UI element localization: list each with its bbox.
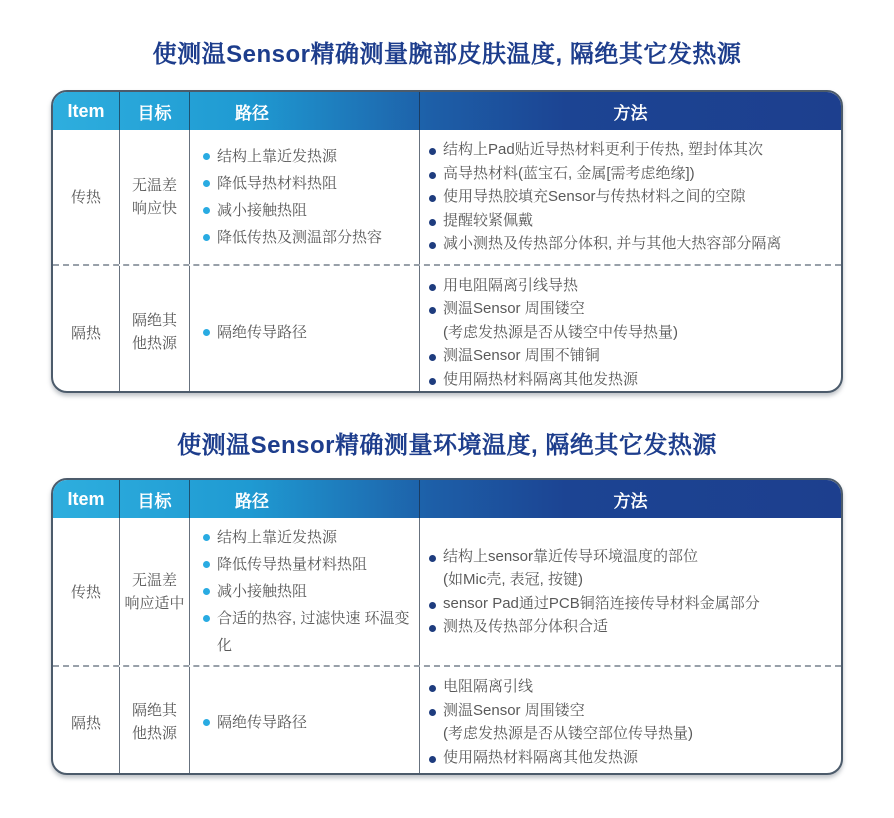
bullet-item — [429, 746, 835, 770]
bullet-icon — [429, 709, 436, 716]
bullet-icon — [203, 534, 210, 541]
bullet-text: 测温Sensor 周围镂空 — [443, 701, 585, 719]
bullet-icon — [203, 329, 210, 336]
bullet-text: 电阻隔离引线 — [443, 678, 534, 695]
bullet-text: 结构上靠近发热源 — [217, 147, 338, 165]
item-cell: 隔热 — [70, 714, 101, 732]
table-row — [53, 665, 841, 775]
bullet-icon — [203, 207, 210, 214]
goal-line: 响应适中 — [124, 594, 185, 612]
bullet-item — [203, 524, 415, 551]
bullet-item — [429, 344, 835, 368]
bullet-text: sensor Pad通过PCB铜箔连接传导材料金属部分 — [443, 594, 760, 612]
bullet-item — [429, 592, 835, 616]
bullet-text: 结构上靠近发热源 — [217, 529, 338, 546]
bullet-icon — [203, 719, 210, 726]
bullet-item — [429, 274, 835, 298]
goal-line: 他热源 — [131, 335, 177, 353]
bullet-item — [203, 605, 415, 659]
column-header-3: 方法 — [419, 480, 841, 518]
bullet-icon — [429, 242, 436, 249]
bullet-icon — [203, 615, 210, 622]
bullet-item — [429, 297, 835, 321]
bullet-item — [429, 699, 835, 723]
bullet-subtext: (如Mic壳, 表冠, 按键) — [443, 571, 583, 588]
column-header-0: Item — [67, 488, 105, 509]
method-cell — [419, 518, 841, 665]
bullet-item — [203, 578, 415, 605]
table-row — [53, 264, 841, 394]
column-header-1: 目标 — [119, 480, 189, 518]
bullet-text: 隔绝传导路径 — [217, 713, 308, 731]
bullet-icon — [429, 378, 436, 385]
bullet-text: 用电阻隔离引线导热 — [443, 276, 579, 294]
bullet-icon — [429, 172, 436, 179]
goal-cell — [119, 130, 189, 264]
goal-line: 他热源 — [131, 725, 177, 742]
path-cell — [189, 667, 419, 775]
bullet-item — [203, 709, 415, 736]
bullet-item — [203, 224, 415, 251]
goal-cell — [119, 518, 189, 665]
bullet-text: 测温Sensor 周围不铺铜 — [443, 347, 600, 364]
bullet-icon — [203, 234, 210, 241]
bullet-item — [429, 615, 835, 639]
bullet-icon — [429, 195, 436, 202]
bullet-icon — [429, 307, 436, 314]
path-cell — [189, 130, 419, 264]
bullet-text: 高导热材料(蓝宝石, 金属[需考虑绝缘]) — [443, 164, 695, 182]
column-header-1: 目标 — [119, 92, 189, 130]
bullet-icon — [203, 588, 210, 595]
bullet-icon — [429, 555, 436, 562]
bullet-icon — [429, 602, 436, 609]
bullet-text: 合适的热容, 过滤快速 环温变化 — [217, 610, 410, 654]
bullet-subtext: (考虑发热源是否从镂空部位传导热量) — [443, 725, 693, 742]
bullet-text: 降低传导热量材料热阻 — [217, 556, 368, 573]
bullet-text: 使用隔热材料隔离其他发热源 — [443, 748, 639, 766]
bullet-item — [203, 197, 415, 224]
bullet-icon — [429, 219, 436, 226]
method-cell — [419, 667, 841, 775]
bullet-item — [429, 675, 835, 699]
table2-title: 使测温Sensor精确测量环境温度, 隔绝其它发热源 — [177, 432, 717, 459]
bullet-icon — [429, 625, 436, 632]
bullet-item — [203, 170, 415, 197]
bullet-icon — [203, 153, 210, 160]
bullet-item — [429, 138, 835, 162]
goal-line: 无温差 — [131, 571, 177, 589]
bullet-icon — [429, 685, 436, 692]
goal-line: 隔绝其 — [131, 312, 177, 330]
bullet-text: 降低导热材料热阻 — [217, 174, 338, 192]
bullet-text: 结构上Pad贴近导热材料更利于传热, 塑封体其次 — [443, 141, 764, 158]
path-cell — [189, 266, 419, 394]
bullet-item — [429, 368, 835, 392]
bullet-icon — [429, 756, 436, 763]
bullet-text: 结构上sensor靠近传导环境温度的部位 — [443, 547, 699, 565]
column-header-2: 路径 — [189, 92, 419, 130]
bullet-item — [429, 545, 835, 569]
goal-cell — [119, 667, 189, 775]
bullet-item — [203, 319, 415, 346]
bullet-icon — [429, 148, 436, 155]
item-cell: 隔热 — [70, 324, 101, 342]
item-cell: 传热 — [70, 189, 101, 207]
goal-line: 无温差 — [131, 176, 177, 194]
column-header-0: Item — [67, 100, 105, 121]
wrist-skin-temperature-table — [51, 90, 843, 393]
bullet-text: 减小测热及传热部分体积, 并与其他大热容部分隔离 — [443, 235, 782, 252]
bullet-text: 使用隔热材料隔离其他发热源 — [443, 370, 639, 388]
bullet-text: 减小接触热阻 — [217, 201, 308, 219]
table-header-row — [53, 480, 841, 518]
column-header-2: 路径 — [189, 480, 419, 518]
bullet-text: 提醒较紧佩戴 — [443, 211, 534, 229]
table-row — [53, 130, 841, 264]
bullet-item — [429, 209, 835, 233]
table-header-row — [53, 92, 841, 130]
bullet-item — [429, 185, 835, 209]
bullet-icon — [429, 354, 436, 361]
bullet-text: 测热及传热部分体积合适 — [443, 618, 609, 635]
bullet-icon — [203, 180, 210, 187]
bullet-icon — [203, 561, 210, 568]
bullet-text: 减小接触热阻 — [217, 583, 308, 600]
goal-line: 隔绝其 — [131, 702, 177, 719]
method-cell — [419, 266, 841, 394]
item-cell: 传热 — [70, 584, 101, 601]
method-cell — [419, 130, 841, 264]
ambient-temperature-table — [51, 478, 843, 775]
bullet-item — [429, 232, 835, 256]
bullet-icon — [429, 284, 436, 291]
bullet-item — [429, 162, 835, 186]
column-header-3: 方法 — [419, 92, 841, 130]
table1-title: 使测温Sensor精确测量腕部皮肤温度, 隔绝其它发热源 — [152, 41, 742, 68]
bullet-text: 降低传热及测温部分热容 — [217, 228, 383, 246]
bullet-item — [203, 551, 415, 578]
bullet-text: 使用导热胶填充Sensor与传热材料之间的空隙 — [443, 188, 746, 205]
bullet-text: 隔绝传导路径 — [217, 323, 308, 341]
path-cell — [189, 518, 419, 665]
bullet-item — [203, 143, 415, 170]
goal-cell — [119, 266, 189, 394]
bullet-subtext: (考虑发热源是否从镂空中传导热量) — [443, 323, 678, 341]
table-row — [53, 518, 841, 665]
goal-line: 响应快 — [131, 199, 177, 217]
bullet-text: 测温Sensor 周围镂空 — [443, 300, 585, 317]
